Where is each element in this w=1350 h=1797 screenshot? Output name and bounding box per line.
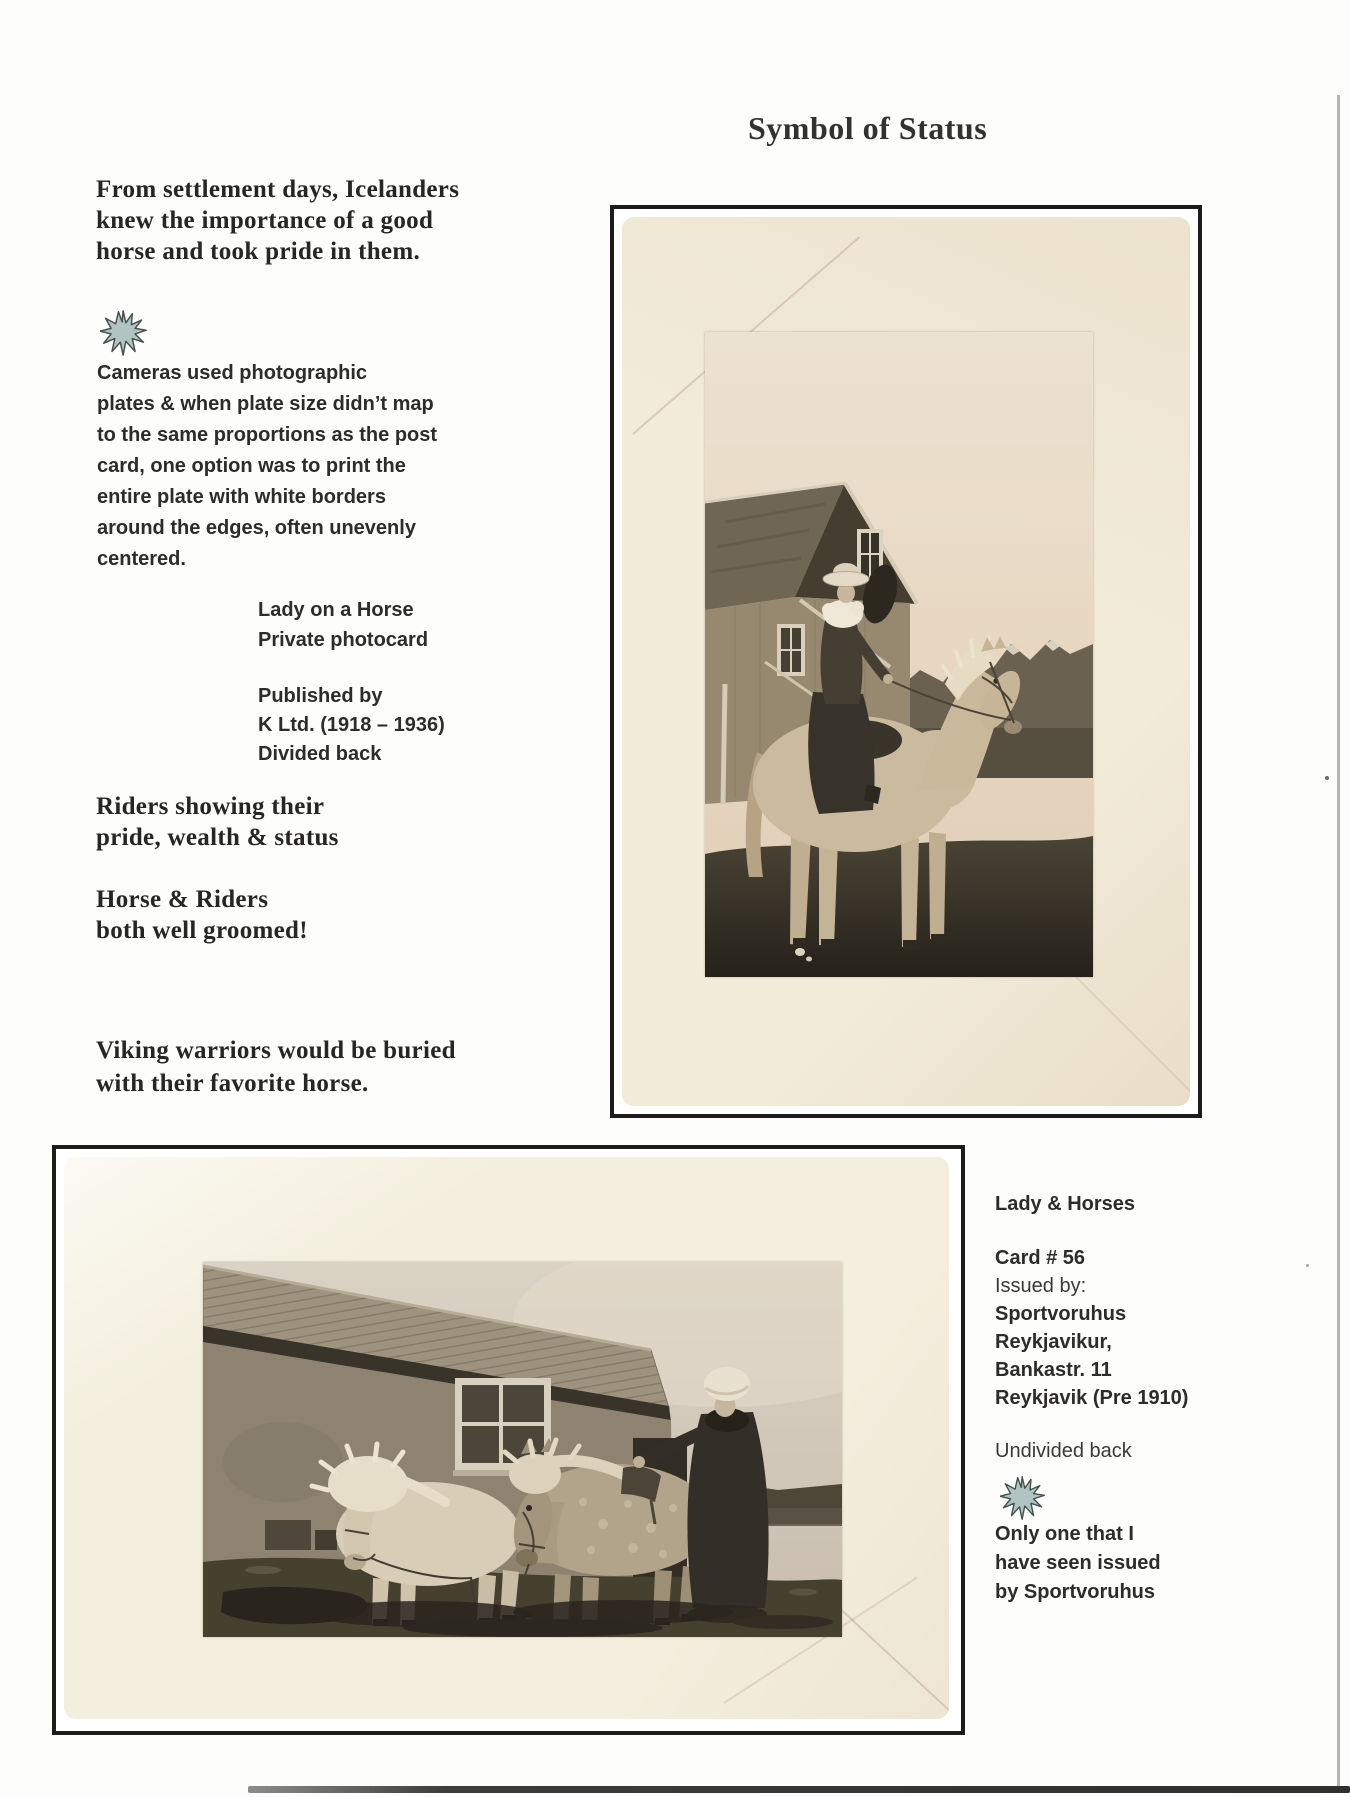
photo-lady-on-horse-art bbox=[705, 332, 1093, 977]
scan-speck bbox=[1306, 1264, 1309, 1267]
scan-speck bbox=[1325, 776, 1329, 780]
page-edge-shadow-right bbox=[1337, 95, 1340, 1787]
ground bbox=[705, 836, 1093, 977]
groomed-note: Horse & Riders both well groomed! bbox=[96, 886, 308, 944]
card2-title: Lady & Horses bbox=[995, 1193, 1136, 1215]
postcard-portrait-sleeve bbox=[610, 205, 1202, 1118]
card2-details bbox=[995, 1244, 1235, 1412]
starburst-icon bbox=[1000, 1474, 1046, 1522]
camera-note-paragraph: Cameras used photographic plates & when plate size didn’t map to the same proportions as the post card, one option was to print the entire plate with white borders around the edges, often unevenly centered. bbox=[97, 362, 438, 570]
card2-back-type: Undivided back bbox=[995, 1440, 1132, 1462]
photo-lady-and-horses-art bbox=[203, 1262, 842, 1637]
card2-number: Card # 56 bbox=[995, 1247, 1086, 1269]
card2-note: Only one that I have seen issued by Sportvoruhus bbox=[995, 1523, 1161, 1603]
viking-note: Viking warriors would be buried with their favorite horse. bbox=[96, 1037, 456, 1097]
publisher-caption: Published by K Ltd. (1918 – 1936) Divided back bbox=[258, 685, 445, 765]
riders-note: Riders showing their pride, wealth & status bbox=[96, 793, 339, 851]
photo-lady-on-horse bbox=[705, 332, 1093, 977]
page-title: Symbol of Status bbox=[748, 110, 988, 146]
postcard-landscape-sleeve bbox=[52, 1145, 965, 1735]
intro-paragraph: From settlement days, Icelanders knew the importance of a good horse and took pride in them. bbox=[96, 176, 460, 265]
photo-lady-and-horses bbox=[203, 1262, 842, 1637]
card2-issuer: Sportvoruhus Reykjavikur, Bankastr. 11 Reykjavik (Pre 1910) bbox=[995, 1303, 1189, 1409]
starburst-icon bbox=[100, 308, 148, 358]
photocard-caption: Lady on a Horse Private photocard bbox=[258, 599, 429, 651]
card2-issued-by-label: Issued by: bbox=[995, 1275, 1087, 1297]
page-edge-shadow-bottom bbox=[248, 1786, 1350, 1793]
